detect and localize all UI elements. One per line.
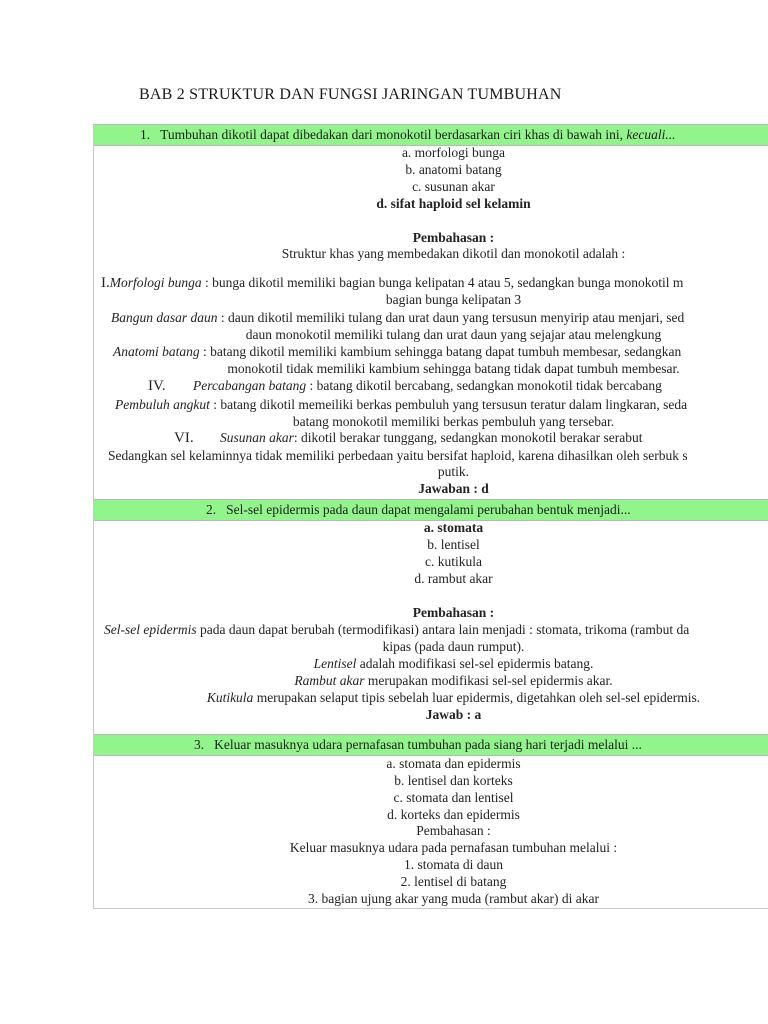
point-3 [113,344,768,361]
question-2-text [206,500,631,520]
point-6 [174,430,768,447]
pembahasan-intro: Struktur khas yang membedakan dikotil dan monokotil adalah : [281,246,626,261]
point-text: : batang dikotil bercabang, sedangkan monokotil tidak bercabang [306,378,662,393]
roman-numeral: I. [101,275,110,291]
point-2-cont: daun monokotil memiliki tulang dan urat daun yang sejajar atau melengkung [245,327,662,342]
point-5-cont: batang monokotil memiliki berkas pembuluh yang tersebar. [292,414,615,429]
question-body: Sel-sel epidermis pada daun dapat mengalami perubahan bentuk menjadi... [226,502,631,517]
note-line: Sedangkan sel kelaminnya tidak memiliki perbedaan yaitu bersifat haploid, karena dihasilkan oleh serbuk s [108,448,688,463]
point-text: : batang dikotil memeiliki berkas pembuluh yang tersusun teratur dalam lingkaran, seda [209,397,688,412]
option-c: c. stomata dan lentisel [393,790,514,805]
question-table [93,124,768,909]
pembahasan-label: Pembahasan : [412,605,495,620]
point-term: Pembuluh angkut [115,397,210,412]
explanation-term: Sel-sel epidermis [104,622,197,637]
explanation-line-1 [104,622,768,639]
point-text: : daun dikotil memiliki tulang dan urat daun yang tersusun menyirip atau menjari, sed [217,310,685,325]
explanation-text: merupakan modifikasi sel-sel epidermis akar. [364,673,613,688]
option-c: c. susunan akar [412,179,495,194]
explanation-text: adalah modifikasi sel-sel epidermis batang. [356,656,594,671]
point-text: : batang dikotil memiliki kambium sehingga batang dapat tumbuh membesar, sedangkan [199,344,682,359]
explanation-text: pada daun dapat berubah (termodifikasi) antara lain menjadi : stomata, trikoma (rambut da [196,622,690,637]
option-b: b. lentisel dan korteks [394,773,513,788]
answer-2: Jawab : a [425,707,482,722]
point-2 [111,310,768,327]
point-4 [148,378,768,395]
question-number: 2. [206,502,217,517]
point-term: Bangun dasar daun [111,310,218,325]
explanation-line-2: kipas (pada daun rumput). [382,639,525,654]
explanation-text: merupakan selaput tipis sebelah luar epidermis, digetahkan oleh sel-sel epidermis. [253,690,701,705]
option-a: a. stomata dan epidermis [386,756,521,771]
explanation-term: Lentisel [313,656,357,671]
point-term: Percabangan batang [193,378,307,393]
question-3-header [94,734,768,756]
option-a: a. stomata [423,520,484,535]
point-term: Morfologi bunga [109,275,202,290]
explanation-term: Kutikula [206,690,254,705]
point-term: Anatomi batang [113,344,200,359]
explanation-line-4 [93,673,768,690]
note-line-cont: putik. [437,464,470,479]
question-3-text [194,735,642,755]
option-d: d. korteks dan epidermis [387,807,520,822]
pembahasan-label: Pembahasan : [412,230,495,245]
question-emphasis: kecuali... [626,127,676,142]
point-5 [115,397,768,414]
roman-numeral: VI. [174,430,194,446]
question-2-header [94,499,768,521]
point-term: Susunan akar [220,430,294,445]
option-c: c. kutikula [425,554,482,569]
point-text: : bunga dikotil memiliki bagian bunga kelipatan 4 atau 5, sedangkan bunga monokotil m [201,275,684,290]
page-title: BAB 2 STRUKTUR DAN FUNGSI JARINGAN TUMBUHAN [139,86,562,103]
option-a: a. morfologi bunga [401,145,506,160]
pembahasan-intro: Keluar masuknya udara pada pernafasan tumbuhan melalui : [289,840,618,855]
answer-1: Jawaban : d [418,481,489,496]
explanation-line-5 [93,690,768,707]
option-d: d. rambut akar [414,571,493,586]
point-1 [101,275,768,292]
roman-numeral: IV. [148,378,166,394]
option-d: d. sifat haploid sel kelamin [376,196,531,211]
question-body: Keluar masuknya udara pernafasan tumbuhan pada siang hari terjadi melalui ... [214,737,642,752]
question-number: 3. [194,737,205,752]
question-1-text [140,125,676,145]
option-b: b. anatomi batang [405,162,502,177]
option-b: b. lentisel [427,537,480,552]
list-item: 2. lentisel di batang [400,874,507,889]
point-3-cont: monokotil tidak memiliki kambium sehingga batang tidak dapat tumbuh membesar. [227,361,680,376]
question-body: Tumbuhan dikotil dapat dibedakan dari monokotil berdasarkan ciri khas di bawah ini, [160,127,624,142]
point-text: : dikotil berakar tunggang, sedangkan monokotil berakar serabut [293,430,643,445]
point-1-cont: bagian bunga kelipatan 3 [385,292,522,307]
explanation-term: Rambut akar [294,673,365,688]
question-number: 1. [140,127,151,142]
question-1-header [94,124,768,146]
pembahasan-label: Pembahasan : [416,823,491,838]
list-item: 3. bagian ujung akar yang muda (rambut akar) di akar [308,891,599,906]
explanation-line-3 [93,656,768,673]
list-item: 1. stomata di daun [404,857,503,872]
